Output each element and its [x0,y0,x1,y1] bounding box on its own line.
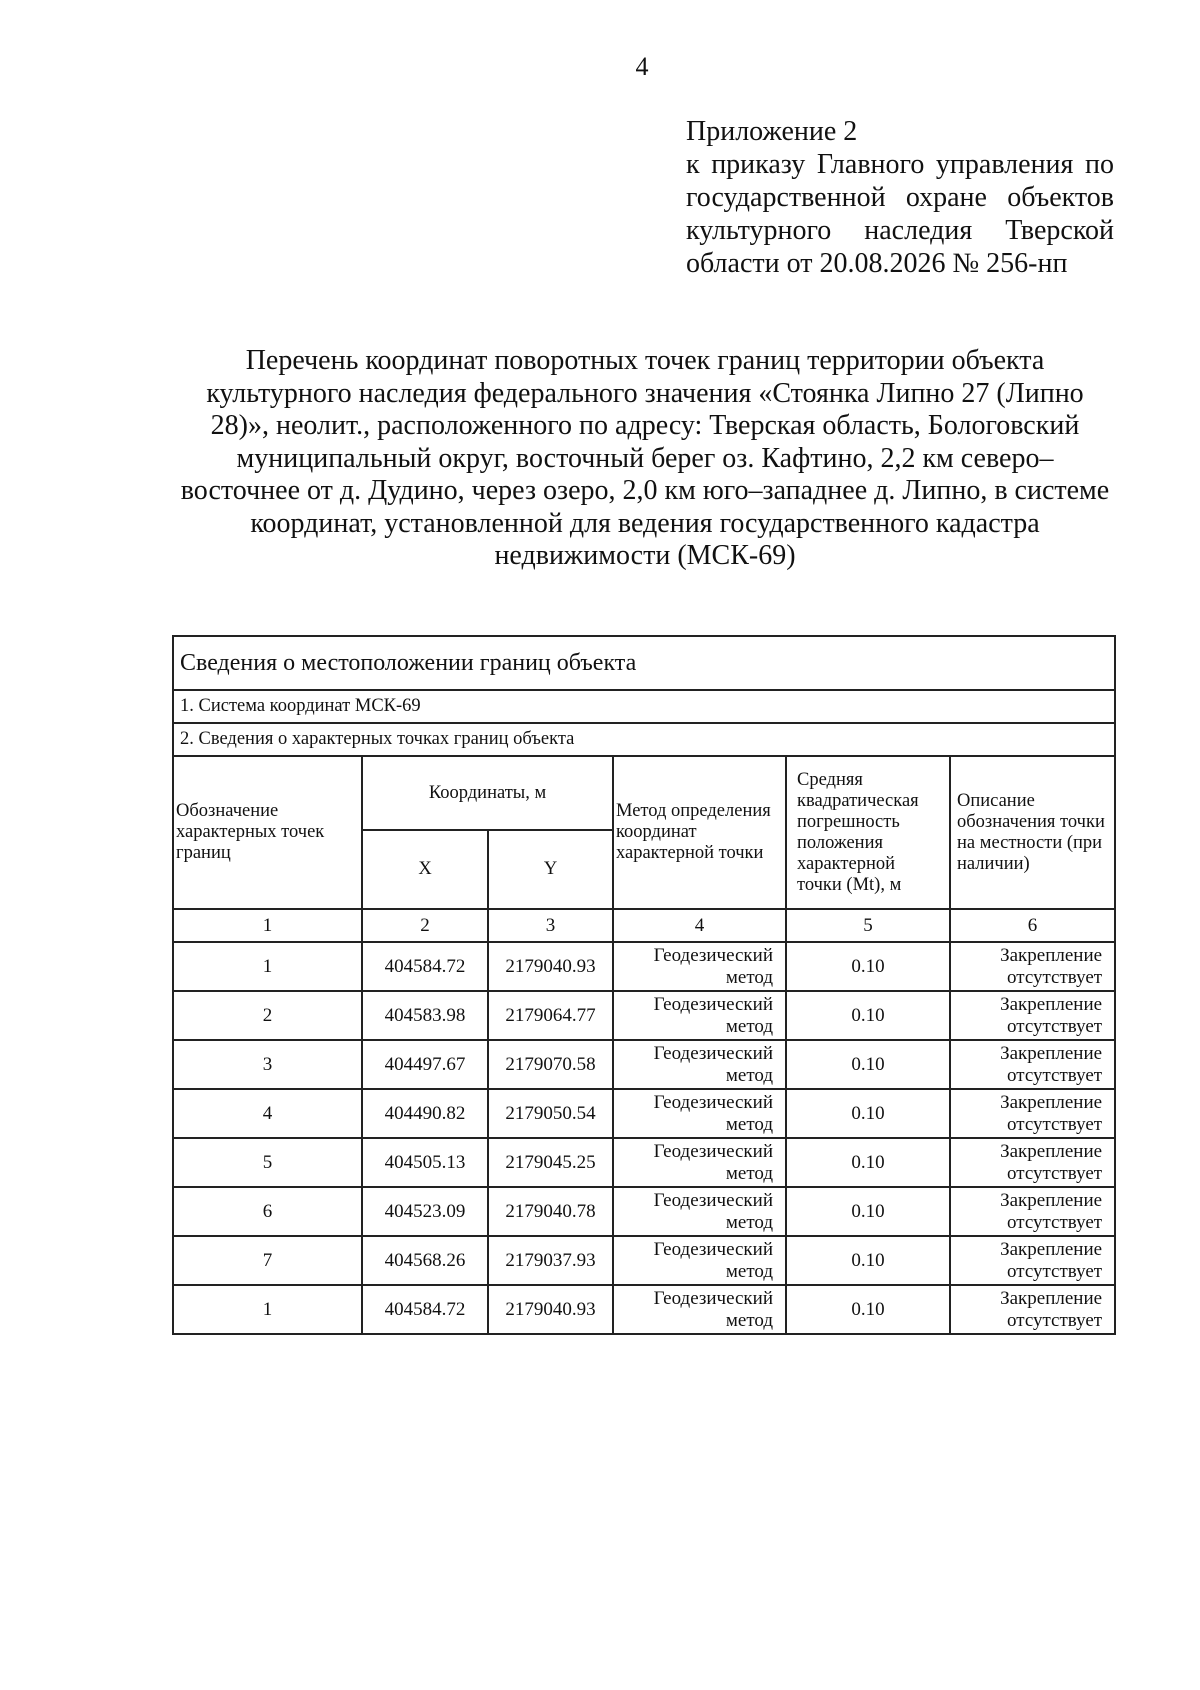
cell-y: 2179040.93 [488,1285,613,1334]
description-line: Закрепление [1000,1042,1103,1064]
title-line: культурного наследия федерального значения «Стоянка Липно 27 (Липно [206,377,1084,409]
header-coordinates: Координаты, м [362,756,613,830]
description-line: Закрепление [1000,1140,1103,1162]
title-line: муниципальный округ, восточный берег оз. Кафтино, 2,2 км северо– [236,442,1054,474]
cell-method [613,1040,786,1089]
cell-x: 404490.82 [362,1089,488,1138]
coordinates-table [172,635,1116,1335]
cell-point: 4 [173,1089,362,1138]
cell-mt: 0.10 [786,1285,950,1334]
description-line: отсутствует [1007,1162,1103,1184]
header-y: Y [488,830,613,909]
method-line: Геодезический [653,944,773,966]
cell-mt: 0.10 [786,991,950,1040]
description-line: Закрепление [1000,1238,1103,1260]
method-line: метод [725,1113,773,1135]
method-line: метод [725,1309,773,1331]
table-body [173,942,1115,1334]
cell-description [950,1040,1115,1089]
cell-y: 2179040.78 [488,1187,613,1236]
header-error: Средняя квадратическая погрешность положения характерной точки (Mt), м [786,756,950,909]
cell-point: 6 [173,1187,362,1236]
description-line: отсутствует [1007,966,1103,988]
method-line: Геодезический [653,1140,773,1162]
description-line: Закрепление [1000,944,1103,966]
cell-point: 1 [173,942,362,991]
method-line: Геодезический [653,1042,773,1064]
cell-y: 2179050.54 [488,1089,613,1138]
table-row [173,1285,1115,1334]
appendix-header [686,115,1114,280]
method-line: метод [725,966,773,988]
page-number: 4 [635,52,649,81]
method-line: Геодезический [653,1287,773,1309]
cell-x: 404584.72 [362,942,488,991]
cell-description [950,1187,1115,1236]
cell-point: 3 [173,1040,362,1089]
cell-y: 2179045.25 [488,1138,613,1187]
column-number: 4 [613,909,786,942]
section-title: Сведения о местоположении границ объекта [173,636,1115,690]
appendix-line: области от 20.08.2026 № 256-нп [686,248,1068,279]
method-line: метод [725,1211,773,1233]
description-line: отсутствует [1007,1260,1103,1282]
cell-mt: 0.10 [786,1138,950,1187]
column-number: 3 [488,909,613,942]
appendix-title: Приложение 2 [686,116,858,147]
method-line: Геодезический [653,1238,773,1260]
column-number: 5 [786,909,950,942]
table-row [173,1040,1115,1089]
cell-method [613,942,786,991]
header-description: Описание обозначения точки на местности (при наличии) [950,756,1115,909]
cell-mt: 0.10 [786,1236,950,1285]
cell-x: 404568.26 [362,1236,488,1285]
header-method: Метод определения координат характерной точки [613,756,786,909]
title-line: Перечень координат поворотных точек границ территории объекта [245,345,1045,376]
cell-method [613,1089,786,1138]
cell-x: 404523.09 [362,1187,488,1236]
description-line: Закрепление [1000,1189,1103,1211]
title-line: восточнее от д. Дудино, через озеро, 2,0 км юго–западнее д. Липно, в системе [180,475,1110,506]
cell-point: 5 [173,1138,362,1187]
method-line: Геодезический [653,993,773,1015]
cell-method [613,1285,786,1334]
cell-description [950,1236,1115,1285]
appendix-line: к приказу Главного управления по [686,149,1114,180]
header-x: X [362,830,488,909]
column-number: 1 [173,909,362,942]
cell-mt: 0.10 [786,1187,950,1236]
description-line: отсутствует [1007,1064,1103,1086]
description-line: Закрепление [1000,1287,1103,1309]
cell-point: 1 [173,1285,362,1334]
cell-description [950,1089,1115,1138]
cell-mt: 0.10 [786,1040,950,1089]
cell-description [950,942,1115,991]
appendix-line: культурного наследия Тверской [686,215,1114,246]
points-title: 2. Сведения о характерных точках границ объекта [173,723,1115,756]
header-designation: Обозначение характерных точек границ [173,756,362,909]
table-row [173,1236,1115,1285]
cell-y: 2179037.93 [488,1236,613,1285]
table-row [173,942,1115,991]
cell-point: 7 [173,1236,362,1285]
description-line: Закрепление [1000,993,1103,1015]
column-number: 6 [950,909,1115,942]
table-row [173,991,1115,1040]
method-line: метод [725,1015,773,1037]
coord-system: 1. Система координат МСК-69 [173,690,1115,723]
method-line: Геодезический [653,1091,773,1113]
cell-description [950,1285,1115,1334]
description-line: отсутствует [1007,1113,1103,1135]
table-row [173,1089,1115,1138]
cell-y: 2179040.93 [488,942,613,991]
cell-point: 2 [173,991,362,1040]
appendix-line: государственной охране объектов [686,182,1114,213]
description-line: Закрепление [1000,1091,1103,1113]
description-line: отсутствует [1007,1211,1103,1233]
cell-x: 404584.72 [362,1285,488,1334]
cell-method [613,1187,786,1236]
cell-mt: 0.10 [786,1089,950,1138]
cell-method [613,1138,786,1187]
table-row [173,1138,1115,1187]
description-line: отсутствует [1007,1309,1103,1331]
cell-description [950,991,1115,1040]
title-line: 28)», неолит., расположенного по адресу: Тверская область, Бологовский [210,410,1080,441]
cell-y: 2179064.77 [488,991,613,1040]
cell-x: 404497.67 [362,1040,488,1089]
cell-mt: 0.10 [786,942,950,991]
method-line: метод [725,1064,773,1086]
document-title [170,345,1120,573]
method-line: Геодезический [653,1189,773,1211]
cell-description [950,1138,1115,1187]
cell-x: 404505.13 [362,1138,488,1187]
method-line: метод [725,1162,773,1184]
table-row [173,1187,1115,1236]
cell-method [613,1236,786,1285]
cell-x: 404583.98 [362,991,488,1040]
description-line: отсутствует [1007,1015,1103,1037]
cell-y: 2179070.58 [488,1040,613,1089]
cell-method [613,991,786,1040]
title-line: недвижимости (МСК-69) [494,540,796,571]
column-number: 2 [362,909,488,942]
title-line: координат, установленной для ведения государственного кадастра [250,507,1040,539]
method-line: метод [725,1260,773,1282]
